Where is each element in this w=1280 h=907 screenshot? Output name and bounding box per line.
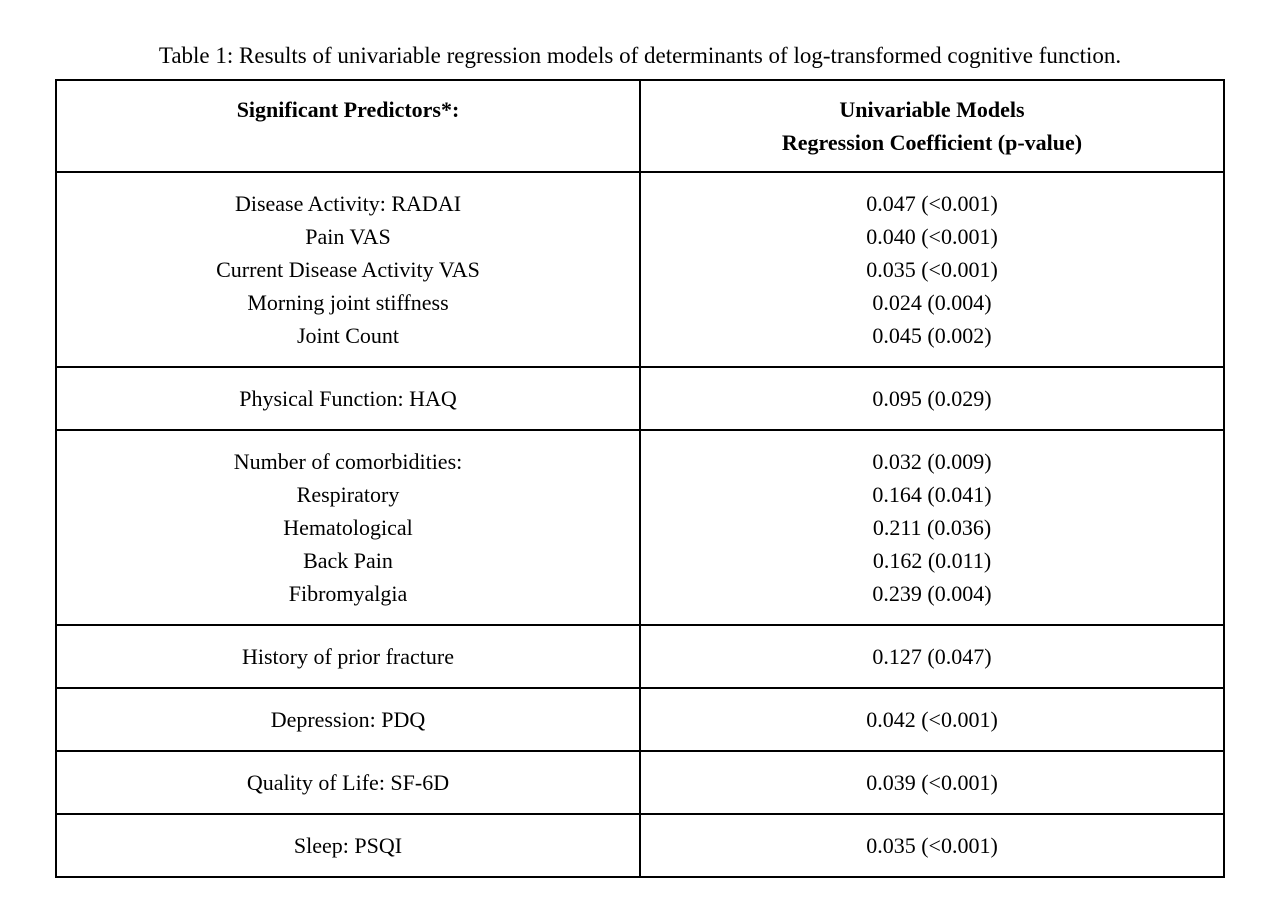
coefficient-value: 0.042 (<0.001) xyxy=(866,707,998,732)
predictor-label: Fibromyalgia xyxy=(288,581,408,606)
results-table-header xyxy=(56,80,1224,172)
coefficient-value: 0.162 (0.011) xyxy=(872,548,992,573)
coefficient-cell xyxy=(640,688,1224,751)
coefficient-value: 0.127 (0.047) xyxy=(872,644,992,669)
predictor-cell xyxy=(56,430,640,625)
predictor-cell xyxy=(56,814,640,877)
table-group-row xyxy=(56,430,1224,625)
predictor-label: Current Disease Activity VAS xyxy=(216,257,480,282)
predictor-cell xyxy=(56,367,640,430)
coefficient-value: 0.045 (0.002) xyxy=(872,323,992,348)
predictor-label: Pain VAS xyxy=(305,224,391,249)
predictor-cell xyxy=(56,688,640,751)
coefficient-value: 0.095 (0.029) xyxy=(872,386,992,411)
predictor-label: Quality of Life: SF-6D xyxy=(246,770,450,795)
header-models-label-line1: Univariable Models xyxy=(839,97,1025,122)
predictor-label: Respiratory xyxy=(296,482,400,507)
predictor-label: Physical Function: HAQ xyxy=(239,386,457,411)
header-models-label-line2: Regression Coefficient (p-value) xyxy=(781,130,1083,155)
coefficient-cell xyxy=(640,625,1224,688)
predictor-label: Number of comorbidities: xyxy=(233,449,463,474)
table-group-row xyxy=(56,367,1224,430)
results-table-body xyxy=(56,172,1224,877)
predictor-label: Disease Activity: RADAI xyxy=(234,191,462,216)
table-group-row xyxy=(56,625,1224,688)
header-models-cell xyxy=(640,80,1224,172)
table-group-row xyxy=(56,172,1224,367)
predictor-cell xyxy=(56,172,640,367)
predictor-label: History of prior fracture xyxy=(242,644,454,669)
coefficient-value: 0.024 (0.004) xyxy=(872,290,992,315)
coefficient-cell xyxy=(640,814,1224,877)
coefficient-value: 0.211 (0.036) xyxy=(872,515,992,540)
coefficient-cell xyxy=(640,751,1224,814)
document-page xyxy=(0,42,1280,907)
predictor-cell xyxy=(56,751,640,814)
results-table xyxy=(55,79,1225,878)
table-group-row xyxy=(56,751,1224,814)
coefficient-value: 0.164 (0.041) xyxy=(872,482,992,507)
predictor-label: Depression: PDQ xyxy=(270,707,426,732)
predictor-label: Sleep: PSQI xyxy=(293,833,403,858)
coefficient-cell xyxy=(640,367,1224,430)
predictor-label: Hematological xyxy=(283,515,413,540)
table-group-row xyxy=(56,814,1224,877)
predictor-label: Morning joint stiffness xyxy=(247,290,449,315)
coefficient-value: 0.032 (0.009) xyxy=(872,449,992,474)
header-row xyxy=(56,80,1224,172)
coefficient-value: 0.039 (<0.001) xyxy=(866,770,998,795)
predictor-cell xyxy=(56,625,640,688)
table-group-row xyxy=(56,688,1224,751)
coefficient-cell xyxy=(640,172,1224,367)
header-predictors-cell xyxy=(56,80,640,172)
table-caption: Table 1: Results of univariable regression models of determinants of log-transformed cognitive function. xyxy=(158,43,1122,68)
coefficient-cell xyxy=(640,430,1224,625)
coefficient-value: 0.035 (<0.001) xyxy=(866,833,998,858)
coefficient-value: 0.035 (<0.001) xyxy=(866,257,998,282)
coefficient-value: 0.239 (0.004) xyxy=(872,581,992,606)
predictor-label: Joint Count xyxy=(296,323,400,348)
predictor-label: Back Pain xyxy=(303,548,393,573)
header-predictors-label: Significant Predictors*: xyxy=(236,97,460,122)
coefficient-value: 0.047 (<0.001) xyxy=(866,191,998,216)
coefficient-value: 0.040 (<0.001) xyxy=(866,224,998,249)
